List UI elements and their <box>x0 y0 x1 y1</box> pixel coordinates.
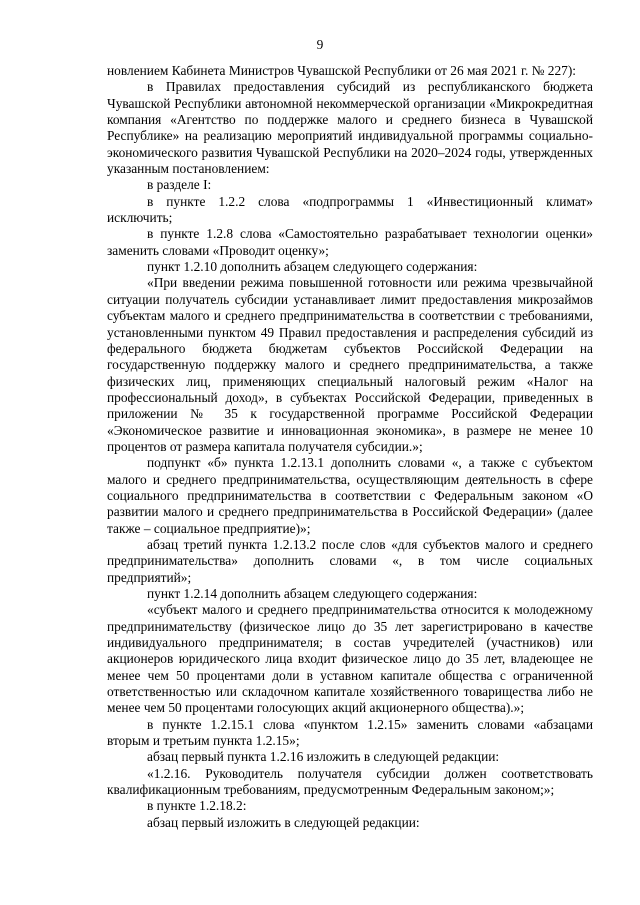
document-body <box>107 63 593 831</box>
paragraph-item-1-2-8: в пункте 1.2.8 слова «Самостоятельно разрабатывает технологии оценки» заменить словами «Проводит оценку»; <box>107 226 593 258</box>
paragraph-item-1-2-2: в пункте 1.2.2 слова «подпрограммы 1 «Инвестиционный климат» исключить; <box>107 193 593 226</box>
page-number: 9 <box>316 37 324 52</box>
paragraph-emergency-regime: «При введении режима повышенной готовности или режима чрезвычайной ситуации получатель субсидии устанавливает лимит предоставления микрозаймов субъектам малого и среднего предпринимательства в соответствии с требованиями, установленными пунктом 49 Правил предоставления и распределения субсидий из федерального бюджета бюджетам субъектов Российской Федерации на государственную поддержку малого и среднего предпринимательства, а также физических лиц, применяющих специальный налоговый режим «Налог на профессиональный доход», в субъектах Российской Федерации, приведенных в приложении № 35 к государственной программе Российской Федерации «Экономическое развитие и инновационная экономика», в размере не менее 10 процентов от размера капитала получателя субсидии.»; <box>107 275 593 454</box>
paragraph-first-abzac: абзац первый изложить в следующей редакции: <box>147 814 420 830</box>
paragraph-item-1-2-18-2: в пункте 1.2.18.2: <box>147 798 247 814</box>
paragraph-section-1: в разделе I: <box>147 177 212 193</box>
paragraph-item-1-2-14: пункт 1.2.14 дополнить абзацем следующего содержания: <box>147 586 478 601</box>
paragraph-rules-amendment: в Правилах предоставления субсидий из республиканского бюджета Чувашской Республики автономной некоммерческой организации «Микрокредитная компания «Агентство по поддержке малого и среднего бизнеса в Чувашской Республике» на реализацию мероприятий индивидуальной программы социально-экономического развития Чувашской Республики на 2020–2024 годы, утвержденных указанным постановлением: <box>107 79 593 177</box>
paragraph-item-1-2-13-1: подпункт «б» пункта 1.2.13.1 дополнить словами «, а также с субъектом малого и среднего предпринимательства, осуществляющим деятельность в сфере социального предпринимательства в соответствии с Федеральным законом «О развитии малого и среднего предпринимательства в Российской Федерации» (далее также – социальное предприятие)»; <box>107 455 593 536</box>
paragraph-item-1-2-13-2: абзац третий пункта 1.2.13.2 после слов «для субъектов малого и среднего предпринимательства» дополнить словами «, в том числе социальных предприятий»; <box>107 536 593 585</box>
paragraph-head-requirements: «1.2.16. Руководитель получателя субсидии должен соответствовать квалификационным требованиям, предусмотренным Федеральным законом;»; <box>107 765 593 798</box>
paragraph-item-1-2-15-1: в пункте 1.2.15.1 слова «пунктом 1.2.15» заменить словами «абзацами вторым и третьим пункта 1.2.15»; <box>107 716 593 749</box>
paragraph-item-1-2-16: абзац первый пункта 1.2.16 изложить в следующей редакции: <box>147 749 500 765</box>
paragraph-continuation: новлением Кабинета Министров Чувашской Республики от 26 мая 2021 г. № 227): <box>107 63 577 78</box>
paragraph-item-1-2-10: пункт 1.2.10 дополнить абзацем следующего содержания: <box>147 259 478 275</box>
paragraph-youth-entrepreneurship: «субъект малого и среднего предпринимательства относится к молодежному предпринимательству (физическое лицо до 35 лет зарегистрировано в качестве индивидуального предпринимателя; в состав учредителей (участников) или акционеров юридического лица входит физическое лицо до 35 лет, владеющее не менее чем 50 процентами доли в уставном капитале общества с ограниченной ответственностью или складочном капитале хозяйственного товарищества либо не менее чем 50 процентами голосующих акций акционерного общества).»; <box>107 602 593 716</box>
